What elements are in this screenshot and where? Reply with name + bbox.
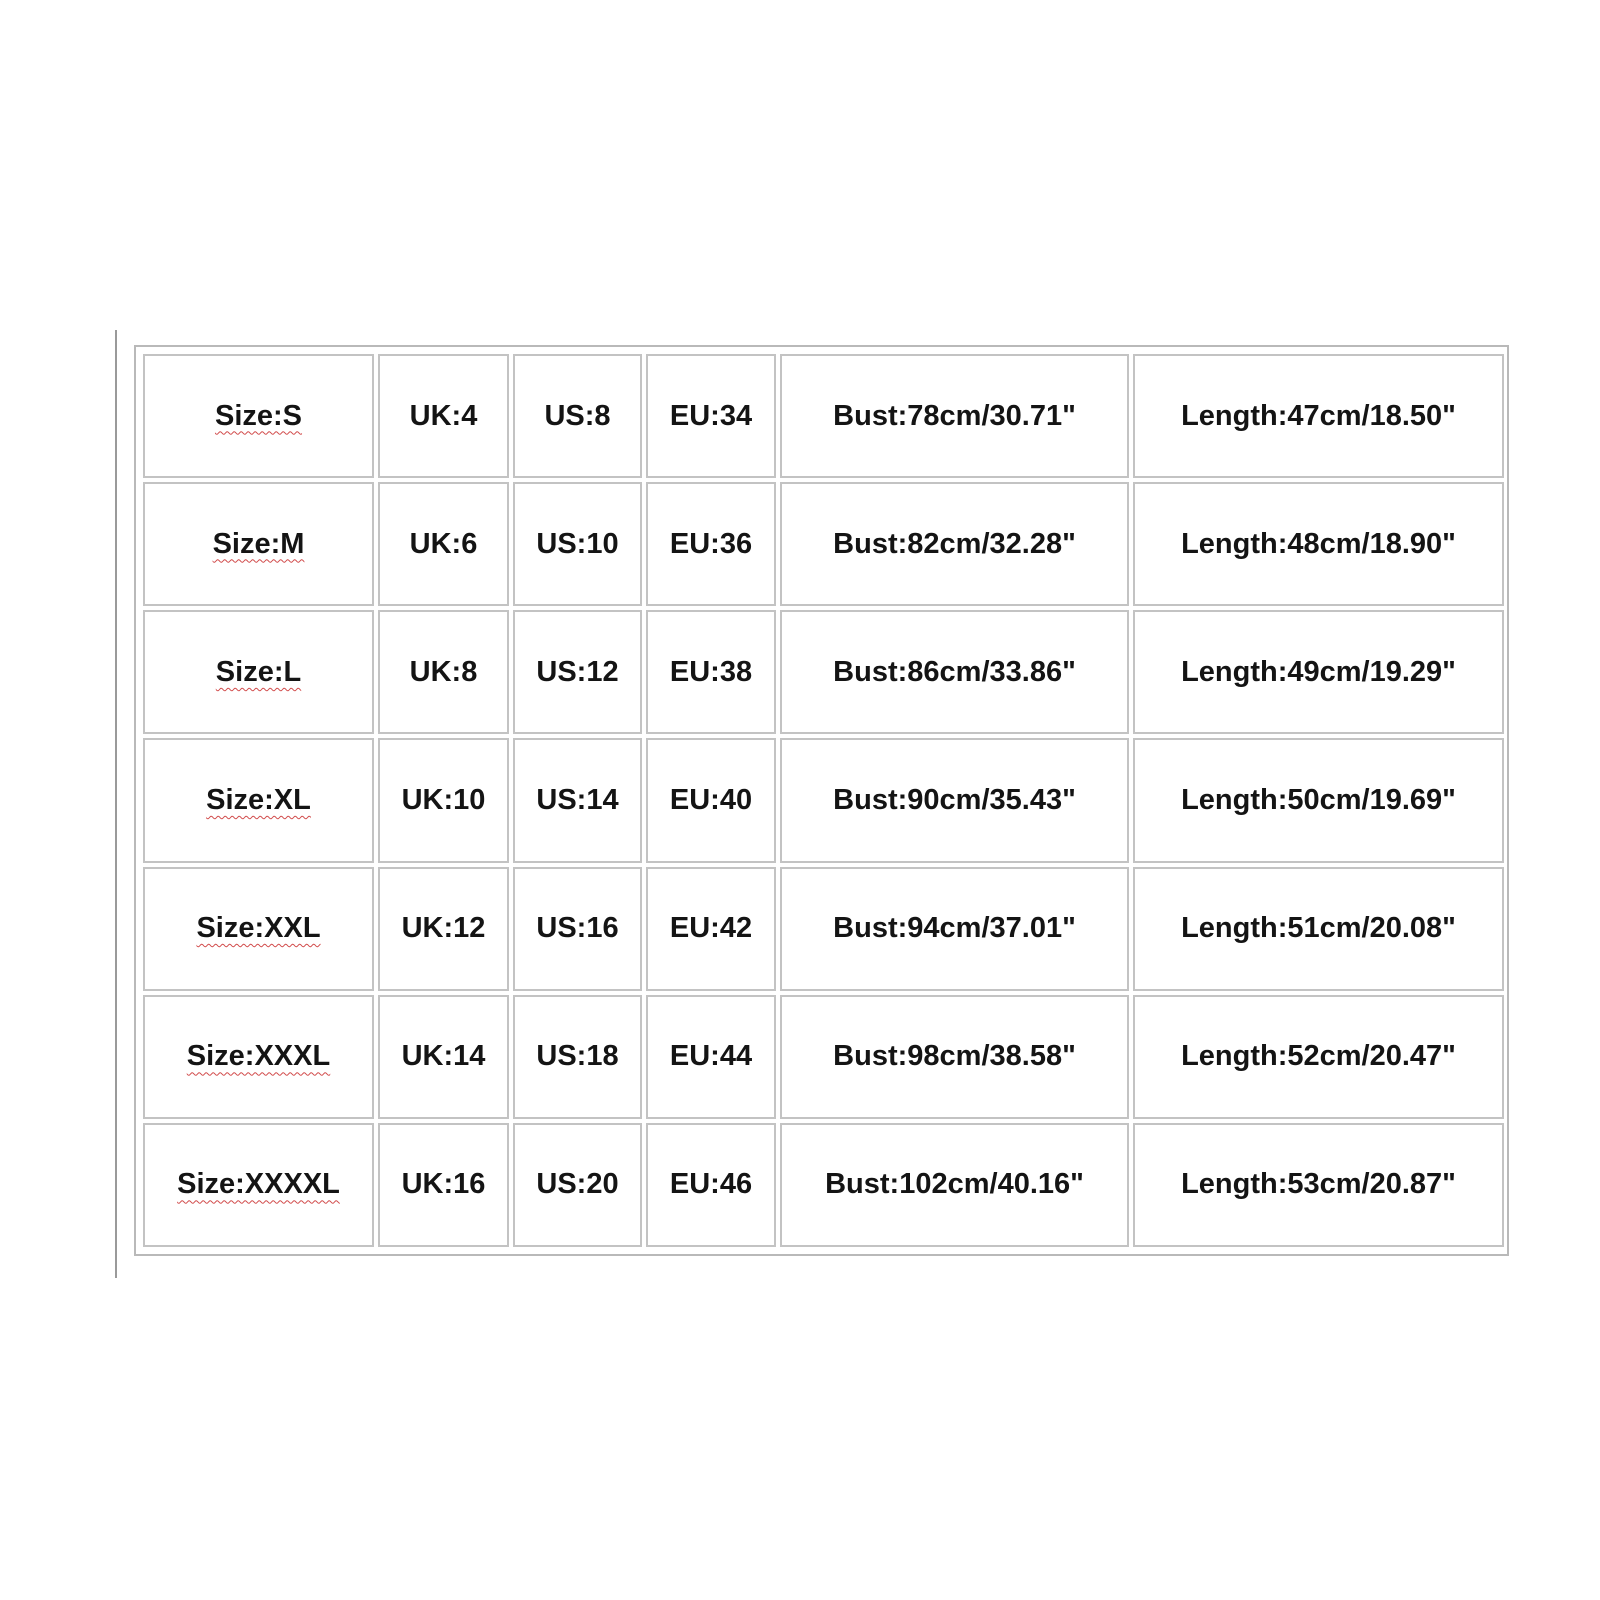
size-cell <box>143 354 374 478</box>
length-cell: Length:48cm/18.90" <box>1133 482 1504 606</box>
eu-size-cell: EU:42 <box>646 867 776 991</box>
uk-size-cell: UK:16 <box>378 1123 509 1247</box>
table-row <box>143 354 1504 478</box>
eu-size-cell: EU:38 <box>646 610 776 734</box>
us-size-cell: US:20 <box>513 1123 642 1247</box>
uk-size-cell: UK:6 <box>378 482 509 606</box>
eu-size-cell: EU:40 <box>646 738 776 862</box>
us-size-cell: US:8 <box>513 354 642 478</box>
bust-cell: Bust:86cm/33.86" <box>780 610 1129 734</box>
size-label: Size:XXXXL <box>177 1168 340 1201</box>
size-label: Size:XXL <box>196 912 321 945</box>
table-row <box>143 738 1504 862</box>
length-cell: Length:51cm/20.08" <box>1133 867 1504 991</box>
bust-cell: Bust:94cm/37.01" <box>780 867 1129 991</box>
left-divider-line <box>115 330 117 1278</box>
bust-cell: Bust:78cm/30.71" <box>780 354 1129 478</box>
bust-cell: Bust:90cm/35.43" <box>780 738 1129 862</box>
us-size-cell: US:16 <box>513 867 642 991</box>
length-cell: Length:49cm/19.29" <box>1133 610 1504 734</box>
table-row <box>143 1123 1504 1247</box>
uk-size-cell: UK:14 <box>378 995 509 1119</box>
us-size-cell: US:10 <box>513 482 642 606</box>
size-chart-frame <box>134 345 1509 1256</box>
bust-cell: Bust:98cm/38.58" <box>780 995 1129 1119</box>
size-cell <box>143 482 374 606</box>
size-label: Size:XXXL <box>186 1040 331 1073</box>
eu-size-cell: EU:34 <box>646 354 776 478</box>
size-label: Size:S <box>214 399 303 432</box>
size-label: Size:L <box>215 655 302 688</box>
size-cell <box>143 995 374 1119</box>
size-cell <box>143 610 374 734</box>
uk-size-cell: UK:12 <box>378 867 509 991</box>
us-size-cell: US:12 <box>513 610 642 734</box>
eu-size-cell: EU:36 <box>646 482 776 606</box>
bust-cell: Bust:102cm/40.16" <box>780 1123 1129 1247</box>
size-cell <box>143 867 374 991</box>
length-cell: Length:53cm/20.87" <box>1133 1123 1504 1247</box>
us-size-cell: US:14 <box>513 738 642 862</box>
size-chart-table <box>139 350 1508 1251</box>
table-row <box>143 610 1504 734</box>
uk-size-cell: UK:4 <box>378 354 509 478</box>
size-label: Size:M <box>212 527 305 560</box>
length-cell: Length:52cm/20.47" <box>1133 995 1504 1119</box>
uk-size-cell: UK:10 <box>378 738 509 862</box>
size-label: Size:XL <box>206 783 311 816</box>
us-size-cell: US:18 <box>513 995 642 1119</box>
table-row <box>143 995 1504 1119</box>
size-cell <box>143 1123 374 1247</box>
length-cell: Length:47cm/18.50" <box>1133 354 1504 478</box>
eu-size-cell: EU:46 <box>646 1123 776 1247</box>
size-cell <box>143 738 374 862</box>
length-cell: Length:50cm/19.69" <box>1133 738 1504 862</box>
eu-size-cell: EU:44 <box>646 995 776 1119</box>
table-row <box>143 867 1504 991</box>
bust-cell: Bust:82cm/32.28" <box>780 482 1129 606</box>
uk-size-cell: UK:8 <box>378 610 509 734</box>
table-row <box>143 482 1504 606</box>
